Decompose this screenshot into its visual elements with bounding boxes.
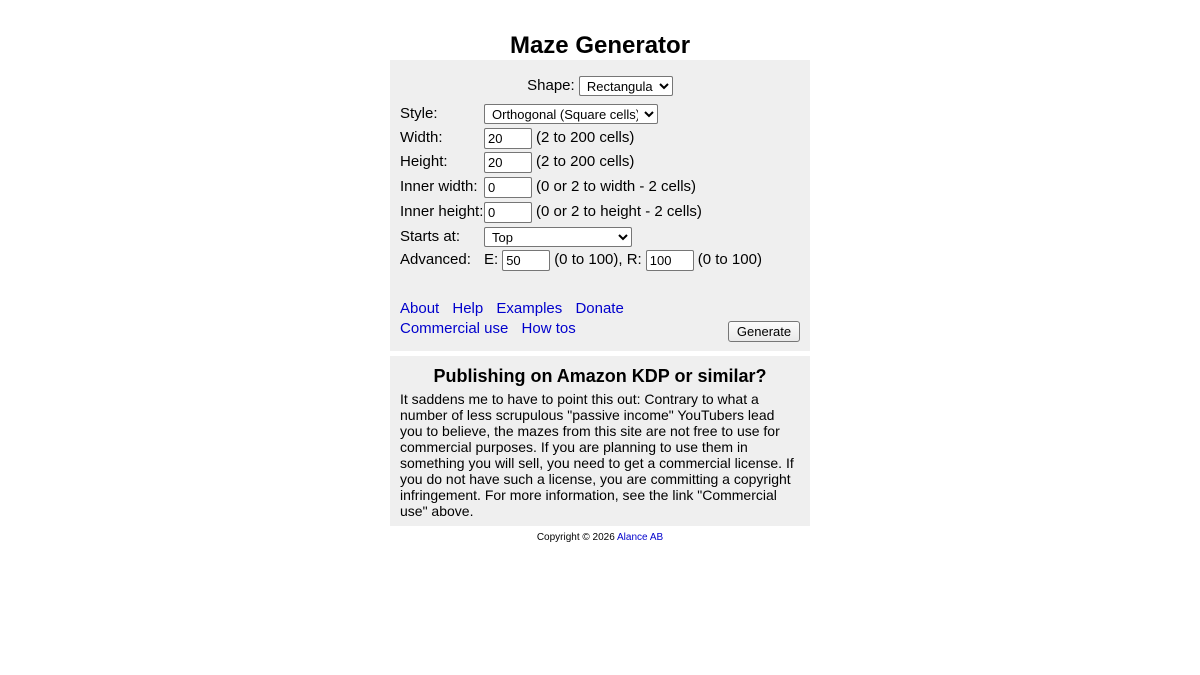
how-tos-link[interactable]: How tos bbox=[521, 320, 576, 337]
inner-width-input[interactable] bbox=[484, 177, 532, 198]
e-hint: (0 to 100), R: bbox=[554, 251, 642, 268]
height-label: Height: bbox=[400, 153, 448, 170]
company-link[interactable]: Alance AB bbox=[617, 532, 664, 543]
inner-width-hint: (0 or 2 to width - 2 cells) bbox=[536, 178, 697, 195]
inner-height-row bbox=[400, 201, 702, 223]
style-row bbox=[400, 103, 658, 125]
style-label: Style: bbox=[400, 105, 438, 122]
inner-width-label: Inner width: bbox=[400, 178, 478, 195]
examples-link[interactable]: Examples bbox=[496, 300, 563, 317]
links-row-1 bbox=[400, 299, 633, 319]
starts-at-select[interactable] bbox=[484, 227, 632, 247]
width-label: Width: bbox=[400, 129, 443, 146]
height-hint: (2 to 200 cells) bbox=[536, 153, 635, 170]
maze-settings-panel bbox=[390, 60, 810, 351]
copyright bbox=[0, 531, 1200, 545]
e-label: E: bbox=[484, 251, 499, 268]
shape-label: Shape: bbox=[527, 77, 575, 94]
style-select[interactable] bbox=[484, 104, 658, 124]
shape-row bbox=[390, 76, 810, 96]
height-input[interactable] bbox=[484, 152, 532, 173]
donate-link[interactable]: Donate bbox=[575, 300, 624, 317]
page-title: Maze Generator bbox=[509, 32, 691, 60]
width-hint: (2 to 200 cells) bbox=[536, 129, 635, 146]
inner-height-input[interactable] bbox=[484, 202, 532, 223]
advanced-label: Advanced: bbox=[400, 251, 471, 268]
kdp-notice-panel bbox=[390, 356, 810, 526]
r-input[interactable] bbox=[646, 250, 694, 271]
starts-at-row bbox=[400, 226, 632, 248]
generate-button[interactable]: Generate bbox=[728, 321, 800, 342]
about-link[interactable]: About bbox=[400, 300, 440, 317]
inner-height-hint: (0 or 2 to height - 2 cells) bbox=[536, 203, 702, 220]
copyright-text: Copyright © 2026 bbox=[536, 532, 615, 543]
e-input[interactable] bbox=[502, 250, 550, 271]
inner-width-row bbox=[400, 176, 696, 198]
notice-title: Publishing on Amazon KDP or similar? bbox=[433, 366, 767, 386]
width-row bbox=[400, 127, 634, 149]
shape-select[interactable] bbox=[579, 76, 673, 96]
width-input[interactable] bbox=[484, 128, 532, 149]
height-row bbox=[400, 151, 634, 173]
links-row-2 bbox=[400, 319, 585, 339]
advanced-row bbox=[400, 249, 762, 271]
starts-at-label: Starts at: bbox=[400, 228, 461, 245]
inner-height-label: Inner height: bbox=[400, 203, 484, 220]
notice-body: It saddens me to have to point this out: Contrary to what a number of less scrupulous "passive income" YouTubers lead you to believe, the mazes from this site are not free to use for commercial purposes. If you are planning to use them in something you will sell, you need to get a commercial license. If you do not have such a license, you are committing a copyright infringement. For more information, see the link "Commercial use" above. bbox=[400, 391, 794, 519]
commercial-use-link[interactable]: Commercial use bbox=[400, 320, 509, 337]
help-link[interactable]: Help bbox=[452, 300, 484, 317]
r-hint: (0 to 100) bbox=[697, 251, 762, 268]
